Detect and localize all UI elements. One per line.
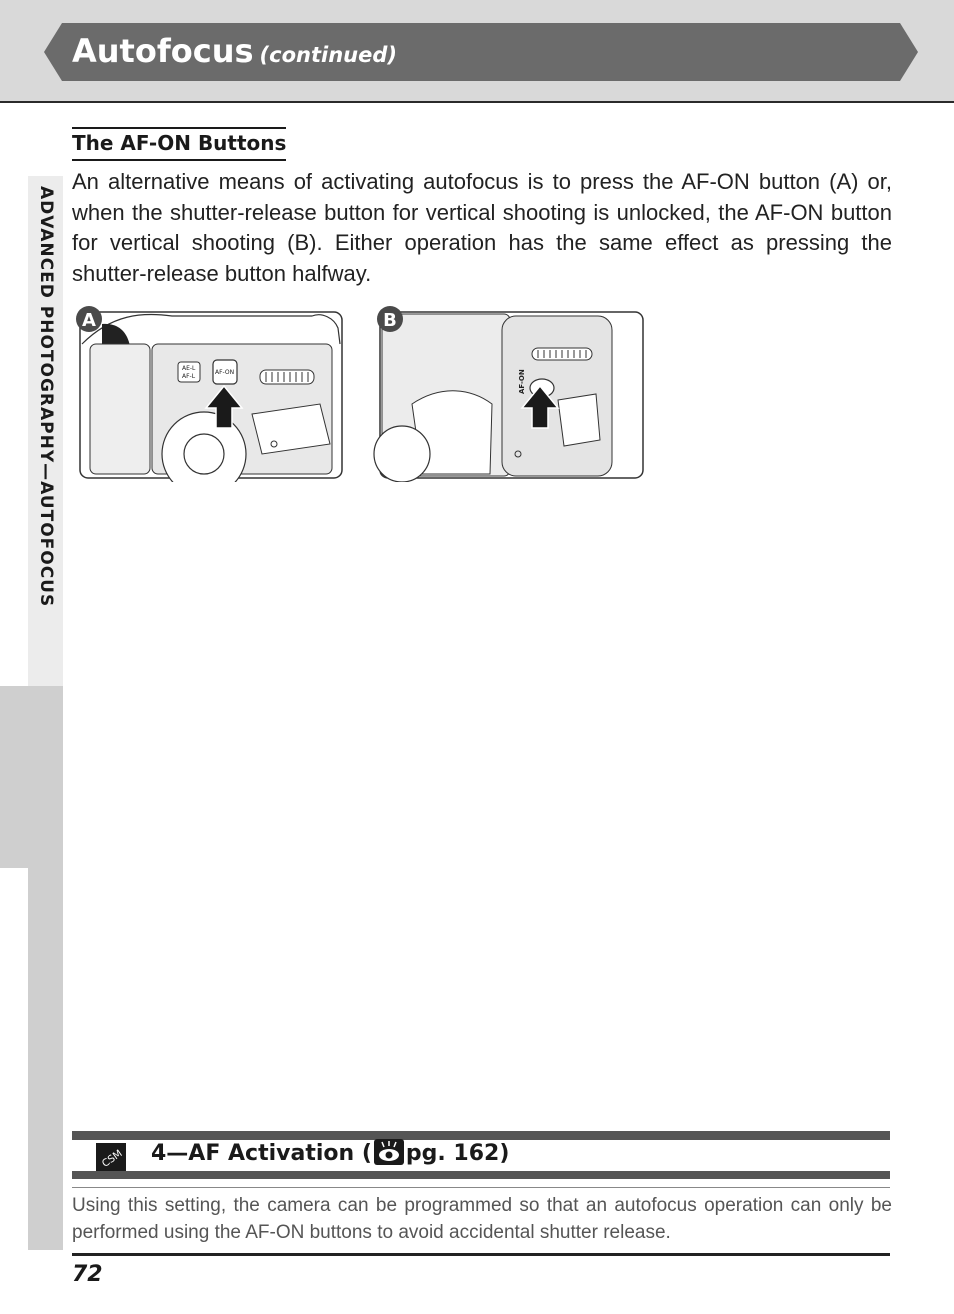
side-tab-dark — [0, 686, 63, 868]
figure-a-illustration — [72, 304, 344, 482]
footer-rule — [72, 1253, 890, 1256]
csm-icon-text: CSM — [100, 1148, 125, 1170]
csm-title — [151, 1139, 509, 1169]
figure-b-letter: B — [383, 310, 397, 331]
csm-icon — [96, 1143, 126, 1171]
page-number: 72 — [72, 1262, 103, 1287]
page-title — [72, 28, 397, 74]
csm-title-suffix: pg. 162) — [405, 1141, 510, 1166]
csm-rule-bottom — [72, 1171, 890, 1179]
page-title-main: Autofocus — [72, 32, 254, 70]
csm-body: Using this setting, the camera can be programmed so that an autofocus operation can only be performed using the AF-ON buttons to avoid accidental shutter release. — [72, 1195, 892, 1243]
csm-rule-thin — [72, 1187, 890, 1188]
figure-a-label-ae: AE-L — [182, 365, 196, 372]
figure-b-illustration — [372, 304, 646, 482]
csm-title-prefix: 4—AF Activation ( — [151, 1141, 372, 1166]
figure-a-label-af: AF-L — [182, 373, 196, 380]
figure-a-letter: A — [82, 310, 96, 331]
figure-a-label-afon: AF-ON — [215, 369, 235, 376]
side-tab-label: ADVANCED PHOTOGRAPHY—AUTOFOCUS — [36, 186, 56, 608]
page-title-subtitle: (continued) — [259, 43, 397, 67]
figure-b-label-afon: AF-ON — [518, 369, 526, 394]
section-paragraph: An alternative means of activating autofocus is to press the AF-ON button (A) or, when the shutter-release button for vertical shooting is unlocked, the AF-ON button for vertical shooting (B). Either operation has the same effect as pressing the shutter-release button halfway. — [72, 169, 892, 286]
side-tab-lower — [28, 868, 63, 1250]
eye-icon — [374, 1139, 404, 1165]
section-heading: The AF-ON Buttons — [72, 127, 286, 161]
